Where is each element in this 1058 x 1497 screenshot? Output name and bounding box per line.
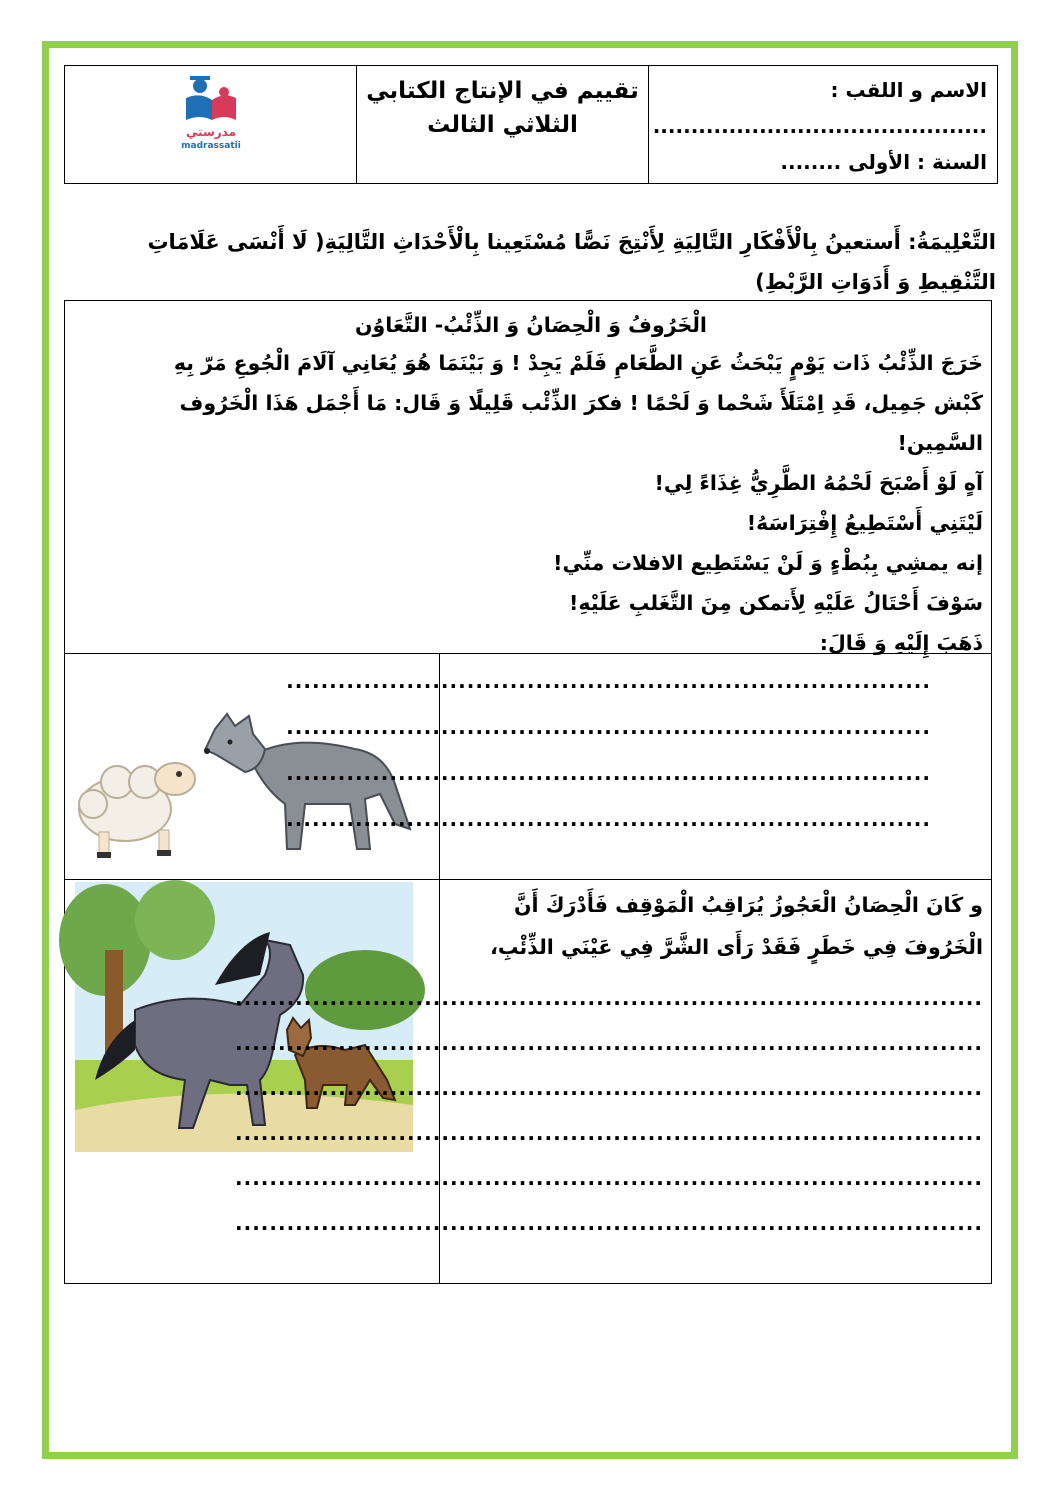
answer-line[interactable]: ....................................................................................... xyxy=(235,1166,983,1190)
answer-area-2 xyxy=(235,880,991,1283)
instruction xyxy=(120,222,996,302)
answer-line[interactable]: ....................................................................................... xyxy=(235,1211,983,1235)
page-subtitle: الثلاثي الثالث xyxy=(427,112,578,138)
answer-line[interactable]: ....................................................................................... xyxy=(235,1121,983,1145)
horse-paragraph-line-2: الْخَرُوفَ فِي خَطَرٍ فَقَدْ رَأَى الشَّرَّ فِي عَيْنَي الذِّئْبِ، xyxy=(490,935,983,959)
story-line: آهٍ لَوْ أَصْبَحَ لَحْمُهُ الطَّرِيُّ غِذَاءً لِي! xyxy=(654,471,983,495)
story-line: السَّمِين! xyxy=(897,431,983,455)
answer-line[interactable]: ........................................................................... xyxy=(286,761,931,785)
story-title: الْخَرُوفُ وَ الْحِصَانُ وَ الذِّئْبُ- التَّعَاوُن xyxy=(355,313,707,337)
answer-line[interactable]: ........................................................................... xyxy=(286,807,931,831)
answer-area-1 xyxy=(286,654,991,879)
answer-line[interactable]: ........................................................................... xyxy=(286,669,931,693)
horse-paragraph xyxy=(440,884,983,968)
instruction-line-1: التَّعْلِيمَةُ: أَستعينُ بِالْأَفْكَارِ التَّالِيَةِ لِأَنْتِجَ نَصًّا مُسْتَعِينا بِالْأَحْدَاثِ التَّالِيَةِ( لَا أَنْسَى عَلَامَاتِ xyxy=(147,230,996,254)
year-label: السنة : الأولى ........ xyxy=(780,150,987,174)
school-logo xyxy=(176,72,246,152)
story-line: سَوْفَ أَحْتَالُ عَلَيْهِ لِأَتمكن مِنَ التَّغَلبِ عَلَيْهِ! xyxy=(569,591,983,615)
logo-cell xyxy=(65,66,357,183)
name-label: الاسم و اللقب : xyxy=(830,78,987,102)
horse-paragraph-line-1: و كَانَ الْحِصَانُ الْعَجُوزُ يُرَاقِبُ الْمَوْقِف فَأَدْرَكَ أَنَّ xyxy=(514,893,983,917)
panel-wolf-sheep xyxy=(64,654,992,880)
answer-line[interactable]: ....................................................................................... xyxy=(235,986,983,1010)
student-info-cell xyxy=(649,66,997,183)
instruction-line-2: التَّنْقِيطِ وَ أَدَوَاتِ الرَّبْطِ) xyxy=(755,270,996,294)
logo-graphic xyxy=(176,72,246,152)
name-dots: ............................................ xyxy=(652,114,987,138)
answer-line[interactable]: ....................................................................................... xyxy=(235,1076,983,1100)
logo-arabic-text: مدرستي xyxy=(185,125,236,139)
page-title: تقييم في الإنتاج الكتابي xyxy=(366,78,639,104)
story-line: لَيْتَنِي أَسْتَطِيعُ إِفْتِرَاسَهُ! xyxy=(746,511,983,535)
story-line: إنه يمشِي بِبُطْءٍ وَ لَنْ يَسْتَطِيع الافلات منِّي! xyxy=(553,551,983,575)
story-box xyxy=(64,300,992,654)
panel-horse-wolf xyxy=(64,880,992,1284)
logo-latin-text: madrassatii xyxy=(180,141,241,151)
header-table xyxy=(64,65,998,184)
answer-line[interactable]: ........................................................................... xyxy=(286,715,931,739)
sheep-figure xyxy=(79,763,195,858)
story-line: خَرَجَ الذِّئْبُ ذَات يَوْمٍ يَبْحَثُ عَنِ الطَّعَامِ فَلَمْ يَجِدْ ! وَ بَيْنَمَا هُوَ يُعَانِي آلَامَ الْجُوعِ مَرّ بِهِ xyxy=(173,351,983,375)
answer-line[interactable]: ....................................................................................... xyxy=(235,1031,983,1055)
story-line: كَبْش جَمِيل، قَدِ اِمْتَلَأَ شَحْما وَ لَحْمًا ! فكرَ الذِّئْب قَلِيلًا وَ قَال: مَا أَجْمَل هَذَا الْخَرُوف xyxy=(179,391,983,415)
title-cell xyxy=(357,66,649,183)
story-line: ذَهَبَ إِلَيْهِ وَ قَالَ: xyxy=(819,631,983,655)
